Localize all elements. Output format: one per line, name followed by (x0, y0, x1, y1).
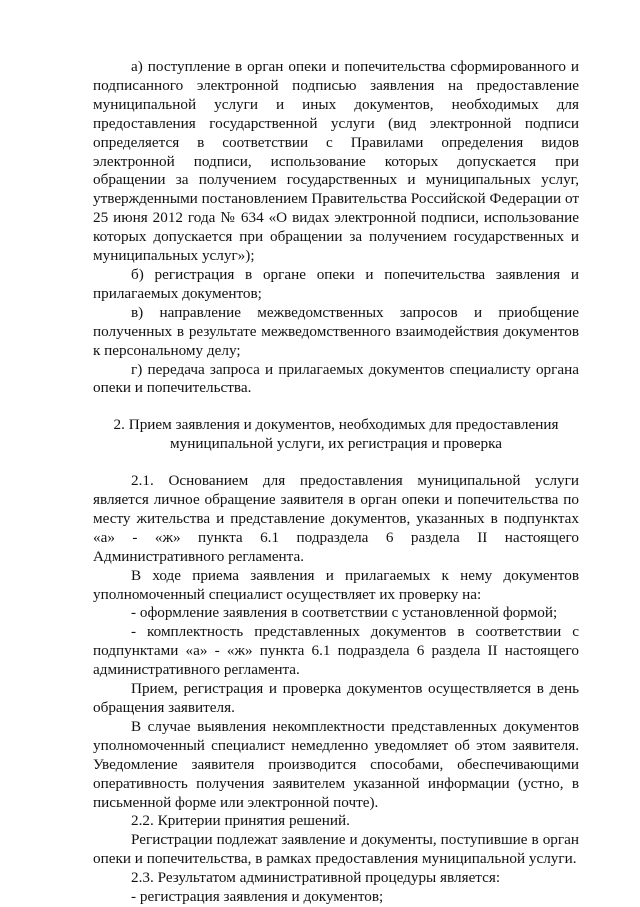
paragraph-result-registration: - регистрация заявления и документов; (131, 888, 384, 906)
paragraph-2-2: 2.2. Критерии принятия решений. (131, 812, 350, 830)
paragraph-item-g: г) передача запроса и прилагаемых документов специалисту органа опеки и попечительства. (93, 360, 579, 397)
paragraph-incompleteness: В случае выявления некомплектности представленных документов уполномоченный специалист немедленно уведомляет об этом заявителя. Уведомление заявителя производится способами, обеспечивающими оперативность получения заявителем указанной информации (устно, в письменной форме или электронной почте). (93, 717, 579, 811)
paragraph-check-completeness: - комплектность представленных документов в соответствии с подпунктами «а» - «ж» пункта 6.1 подраздела 6 раздела II настоящего административного регламента. (93, 623, 579, 679)
paragraph-2-3: 2.3. Результатом административной процедуры является: (131, 869, 501, 887)
paragraph-item-v: в) направление межведомственных запросов и приобщение полученных в результате межведомственного взаимодействия документов к персональному делу; (93, 303, 579, 359)
paragraph-registration: Регистрации подлежат заявление и документы, поступившие в орган опеки и попечительства, в рамках предоставления муниципальной услуги. (93, 831, 579, 868)
section-heading-line-2: муниципальной услуги, их регистрация и проверка (169, 435, 503, 453)
paragraph-check-intro: В ходе приема заявления и прилагаемых к нему документов уполномоченный специалист осуществляет их проверку на: (93, 566, 579, 603)
paragraph-2-1: 2.1. Основанием для предоставления муниципальной услуги является личное обращение заявителя в орган опеки и попечительства по месту жительства и представление документов, указанных в подпунктах «а» - «ж» пункта 6.1 подраздела 6 раздела II настоящего Административного регламента. (93, 472, 579, 565)
section-heading (93, 416, 579, 454)
paragraph-check-form: - оформление заявления в соответствии с установленной формой; (131, 604, 558, 622)
paragraph-item-b: б) регистрация в органе опеки и попечительства заявления и прилагаемых документов; (93, 265, 579, 302)
paragraph-item-a: а) поступление в орган опеки и попечительства сформированного и подписанного электронной подписью заявления на предоставление муниципальной услуги и иных документов, необходимых для предоставления государственной услуги (вид электронной подписи определяется в соответствии с Правилами определения видов электронной подписи, использование которых допускается при обращении за получением государственных и муниципальных услуг, утвержденными постановлением Правительства Российской Федерации от 25 июня 2012 года № 634 «О видах электронной подписи, использование которых допускается при обращении за получением государственных и муниципальных услуг»); (93, 58, 579, 265)
paragraph-reception-day: Прием, регистрация и проверка документов осуществляется в день обращения заявителя. (93, 680, 579, 716)
section-heading-line-1: 2. Прием заявления и документов, необходимых для предоставления (113, 416, 559, 434)
